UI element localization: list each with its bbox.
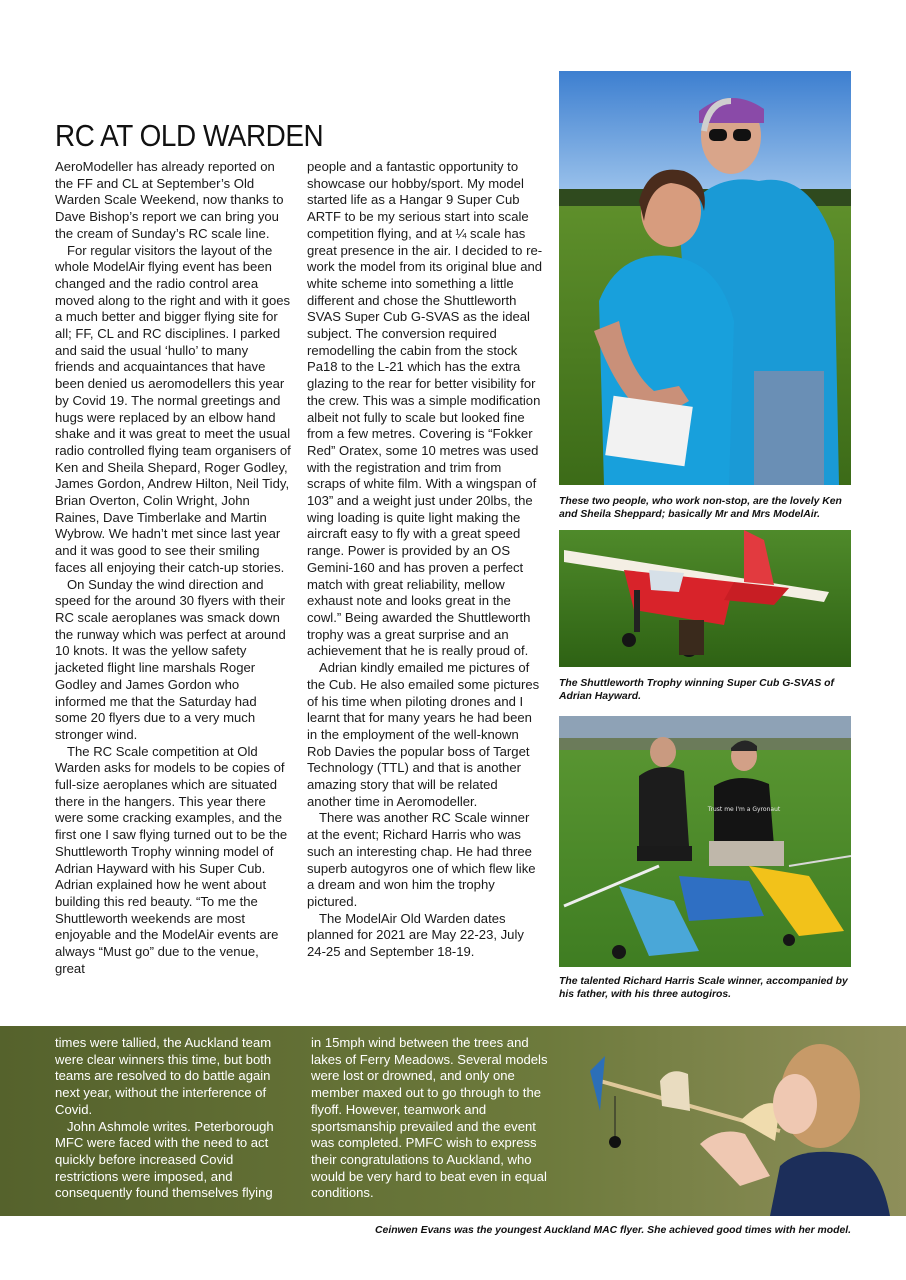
photo-ken-sheila [559,71,851,485]
paragraph: For regular visitors the layout of the whole ModelAir flying event has been changed and the radio control area moved along to the right and with it goes a much better and bigger flying site for all; FF, CL and RC disciplines. I parked and said the usual ‘hullo’ to many friends and acquaintances that have been denied us aeromodellers this year by Covid 19. The normal greetings and hugs were replaced by an elbow hand shake and it was great to meet the usual radio controlled flying team organisers of Ken and Sheila Shepard, Roger Godley, James Gordon, Andrew Hilton, Neil Tidy, Brian Overton, Colin Wright, John Raines, Dave Timberlake and Martin Wybrow. We hadn’t met since last year and it was good to see their smiling faces all enjoying their catch-up stories. [55,242,291,575]
bottom-feature-band [0,1026,906,1216]
article-column-2 [307,159,543,961]
photo-super-cub [559,530,851,667]
shirt-text: Trust me I'm a Gyronaut [707,806,781,813]
band-column-1 [55,1035,295,1202]
paragraph: On Sunday the wind direction and speed for the around 30 flyers with their RC scale aeroplanes was smack down the runway which was perfect at around 10 knots. It was the yellow safety jacketed flight line marshals Roger Godley and James Gordon who informed me that the Saturday had some 20 flyers due to a very much stronger wind. [55,576,286,742]
photo-caption: The talented Richard Harris Scale winner, accompanied by his father, with his three autogiros. [559,976,848,1000]
band-caption: Ceinwen Evans was the youngest Auckland MAC flyer. She achieved good times with her model. [375,1225,851,1236]
photo-caption: These two people, who work non-stop, are the lovely Ken and Sheila Sheppard; basically Mr and Mrs ModelAir. [559,496,842,520]
paragraph: The ModelAir Old Warden dates planned for 2021 are May 22-23, July 24-25 and September 18-19. [307,910,524,960]
paragraph: AeroModeller has already reported on the FF and CL at September’s Old Warden Scale Weekend, now thanks to Dave Bishop’s report we can bring you the cream of Sunday’s RC scale line. [55,159,284,241]
paragraph: There was another RC Scale winner at the event; Richard Harris who was such an interesting chap. He had three superb autogyros one of which flew like a dream and won him the trophy pictured. [307,810,536,909]
paragraph: Adrian kindly emailed me pictures of the Cub. He also emailed some pictures of his time when piloting drones and I learnt that for many years he had been in the employment of the well-known Rob Davies the popular boss of Target Technology (TTL) and that is another amazing story that will be related another time in Aeromodeller. [307,660,540,809]
paragraph: times were tallied, the Auckland team were clear winners this time, but both teams are resolved to do battle again next year, without the interference of Covid. [55,1035,272,1117]
article-column-1 [55,159,291,977]
article-title: RC AT OLD WARDEN [55,118,324,153]
band-column-2 [311,1035,557,1202]
photo-caption: The Shuttleworth Trophy winning Super Cub G-SVAS of Adrian Hayward. [559,678,834,702]
photo-autogyros [559,716,851,967]
paragraph: people and a fantastic opportunity to showcase our hobby/sport. My model started life as a Hangar 9 Super Cub ARTF to be my serious start into scale competition flying, and at ¼ scale has great presence in the air. I decided to re-work the model from its original blue and white scheme into something a little different and chose the Shuttleworth SVAS Super Cub G-SVAS as the ideal subject. The conversion required remodelling the cabin from the stock Pa18 to the L-21 which has the extra glazing to the rear for better visibility for the crew. This was a simple modification albeit not fully to scale but looked fine from a few metres. Covering is “Fokker Red” Oratex, some 10 metres was used with the registration and trim from scraps of white film. With a wingspan of 103” and a weight just under 20lbs, the wing loading is quite light making the aircraft easy to fly with a great speed range. Power is provided by an OS Gemini-160 and has proven a perfect match with great reliability, mellow exhaust note and looks great in the cowl.” Being awarded the Shuttleworth trophy was a great surprise and an achievement that he is really proud of. [307,159,543,659]
paragraph: The RC Scale competition at Old Warden asks for models to be copies of full-size aeroplanes which are situated there in the hangers. This year there were some cracking examples, and the first one I saw flying turned out to be the Shuttleworth Trophy winning model of Adrian Hayward with his Super Cub. Adrian explained how he went about building this red beauty. “To me the Shuttleworth weekends are most enjoyable and the ModelAir events are always “Must go” due to the venue, great [55,743,288,976]
paragraph: in 15mph wind between the trees and lakes of Ferry Meadows. Several models were lost or drowned, and only one member maxed out to go through to the flyoff. However, teamwork and sportsmanship prevailed and the event was completed. PMFC wish to express their congratulations to Auckland, who would be very hard to beat even in equal conditions. [311,1035,548,1201]
paragraph: John Ashmole writes. Peterborough MFC were faced with the need to act quickly before increased Covid restrictions were imposed, and consequently found themselves flying [55,1118,274,1201]
